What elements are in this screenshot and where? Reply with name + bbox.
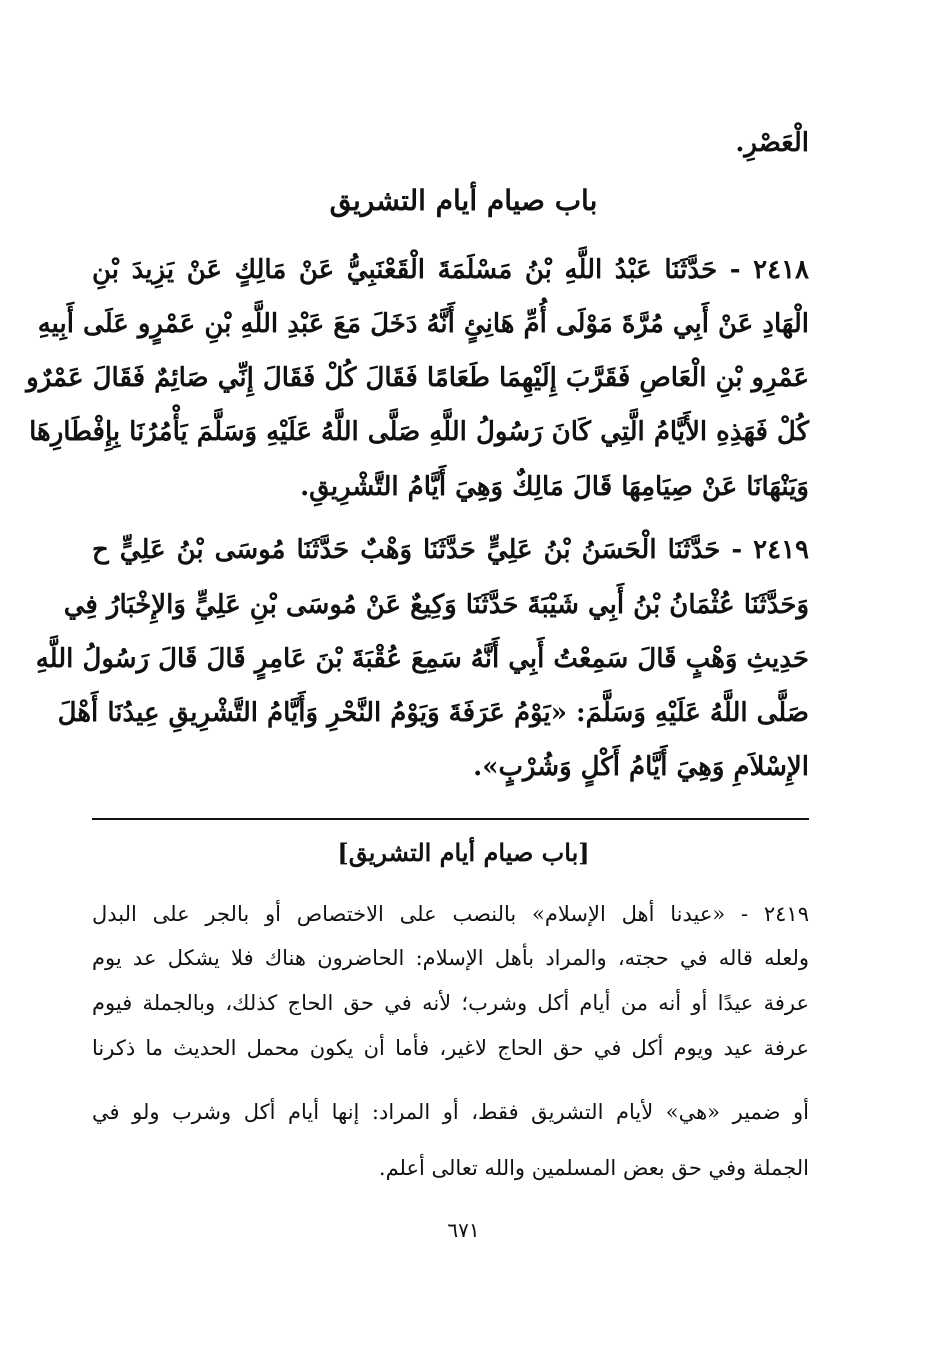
text-line: ٢٤١٩ - حَدَّثَنَا الْحَسَنُ بْنُ عَلِيٍّ حَدَّثَنَا وَهْبٌ حَدَّثَنَا مُوسَى بْنُ عَلِيٍّ ح <box>92 535 809 565</box>
commentary-line: الجملة وفي حق بعض المسلمين والله تعالى أعلم. <box>378 1156 809 1180</box>
text-line: الإِسْلاَمِ وَهِيَ أَيَّامُ أَكْلٍ وَشُرْبٍ». <box>473 752 809 782</box>
text-line: حَدِيثِ وَهْبٍ قَالَ سَمِعْتُ أَبِي أَنَّهُ سَمِعَ عُقْبَةَ بْنَ عَامِرٍ قَالَ قَالَ رَسُولُ اللَّهِ <box>35 644 809 674</box>
text-line: كُلْ فَهَذِهِ الأَيَّامُ الَّتِي كَانَ رَسُولُ اللَّهِ صَلَّى اللَّهُ عَلَيْهِ وَسَلَّمَ يَأْمُرُنَا بِإِفْطَارِهَا <box>29 417 809 447</box>
commentary-heading: [باب صيام أيام التشريق] <box>337 838 590 867</box>
section-heading: باب صيام أيام التشريق <box>329 184 598 217</box>
commentary-line: أو ضمير «هي» لأيام التشريق فقط، أو المراد: إنها أيام أكل وشرب ولو في <box>92 1100 809 1124</box>
commentary-line: ٢٤١٩ - «عيدنا أهل الإسلام» بالنصب على الاختصاص أو بالجر على البدل <box>92 902 809 926</box>
text-line: وَحَدَّثَنَا عُثْمَانُ بْنُ أَبِي شَيْبَةَ حَدَّثَنَا وَكِيعٌ عَنْ مُوسَى بْنِ عَلِيٍّ وَالإِخْبَارُ فِي <box>63 590 809 620</box>
commentary-line: عرفة عيد ويوم أكل في حق الحاج لاغير، فأما أن يكون محمل الحديث ما ذكرنا <box>92 1036 809 1060</box>
text-line: عَمْرِو بْنِ الْعَاصِ فَقَرَّبَ إِلَيْهِمَا طَعَامًا فَقَالَ كُلْ فَقَالَ إِنِّي صَائِمٌ فَقَالَ عَمْرٌو <box>26 363 809 393</box>
text-line: صَلَّى اللَّهُ عَلَيْهِ وَسَلَّمَ: «يَوْمُ عَرَفَةَ وَيَوْمُ النَّحْرِ وَأَيَّامُ التَّشْرِيقِ عِيدُنَا أَهْلَ <box>57 698 809 728</box>
page-number: ٦٧١ <box>447 1218 480 1242</box>
footnote-divider <box>92 818 809 820</box>
text-line: وَيَنْهَانَا عَنْ صِيَامِهَا قَالَ مَالِكٌ وَهِيَ أَيَّامُ التَّشْرِيقِ. <box>300 472 809 502</box>
text-line: الْهَادِ عَنْ أَبِي مُرَّةَ مَوْلَى أُمِّ هَانِئٍ أَنَّهُ دَخَلَ مَعَ عَبْدِ اللَّهِ بْنِ عَمْرٍو عَلَى أَبِيهِ <box>37 309 809 339</box>
text-line: ٢٤١٨ - حَدَّثَنَا عَبْدُ اللَّهِ بْنُ مَسْلَمَةَ الْقَعْنَبِيُّ عَنْ مَالِكٍ عَنْ يَزِيدَ بْنِ <box>92 255 809 285</box>
carryover-word: الْعَصْرِ. <box>735 128 809 158</box>
commentary-line: عرفة عيدًا أو أنه من أيام أكل وشرب؛ لأنه في حق الحاج كذلك، وبالجملة فيوم <box>92 991 809 1015</box>
commentary-line: ولعله قاله في حجته، والمراد بأهل الإسلام: الحاضرون هناك فلا يشكل عد يوم <box>92 946 809 970</box>
